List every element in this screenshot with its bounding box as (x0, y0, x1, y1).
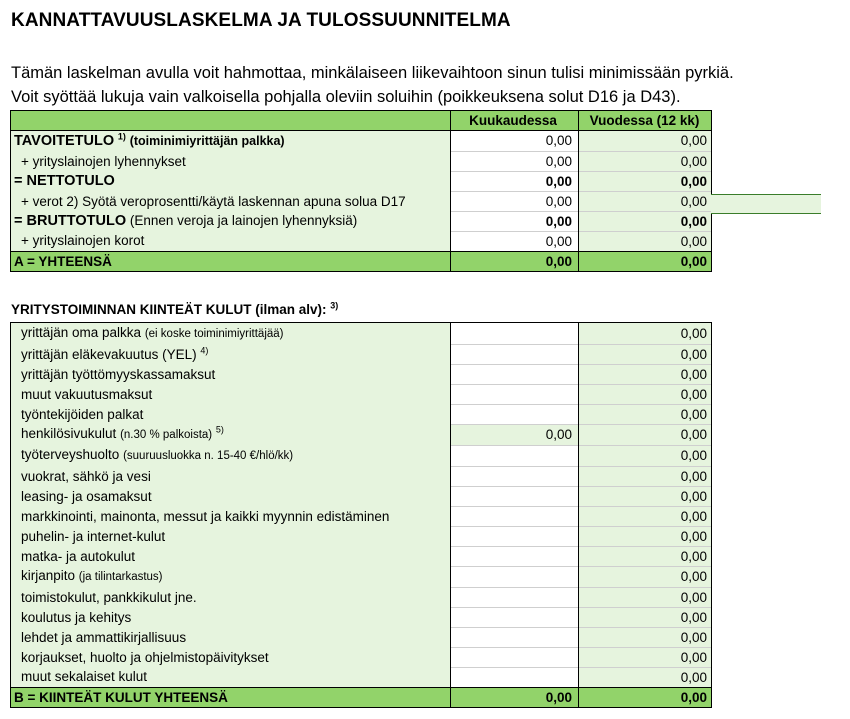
row-label: + verot 2) Syötä veroprosentti/käytä laskennan apuna solua D17 (11, 191, 451, 211)
fixed-cost-row (11, 486, 712, 506)
row-label: työntekijöiden palkat (11, 404, 451, 424)
income-target-table (10, 110, 712, 272)
fixed-cost-row (11, 627, 712, 647)
row-total-a (11, 251, 712, 271)
month-cell[interactable] (451, 667, 579, 687)
month-cell[interactable] (451, 486, 579, 506)
year-cell: 0,00 (579, 627, 712, 647)
row-label: leasing- ja osamaksut (11, 486, 451, 506)
header-month: Kuukaudessa (451, 111, 579, 131)
year-cell: 0,00 (579, 647, 712, 667)
row-label: = NETTOTULO (11, 171, 451, 191)
month-cell[interactable] (451, 647, 579, 667)
row-label: yrittäjän oma palkka (ei koske toiminimiyrittäjää) (11, 323, 451, 345)
month-cell[interactable]: 0,00 (451, 231, 579, 251)
fixed-costs-table (10, 322, 712, 708)
fixed-cost-row (11, 647, 712, 667)
year-cell: 0,00 (579, 191, 712, 211)
row-label: koulutus ja kehitys (11, 607, 451, 627)
total-label: A = YHTEENSÄ (11, 251, 451, 271)
month-cell[interactable]: 0,00 (451, 191, 579, 211)
total-month: 0,00 (451, 251, 579, 271)
row-label: + yrityslainojen korot (11, 231, 451, 251)
row-label: TAVOITETULO $^{1)}$ (toiminimiyrittäjän palkka) (11, 131, 451, 152)
fixed-cost-row (11, 344, 712, 364)
month-cell[interactable]: 0,00 (451, 131, 579, 152)
tax-helper-cell[interactable] (711, 194, 821, 214)
year-cell: 0,00 (579, 587, 712, 607)
row-label: matka- ja autokulut (11, 546, 451, 566)
fixed-cost-row (11, 587, 712, 607)
month-cell[interactable] (451, 526, 579, 546)
row-taxes (11, 191, 712, 211)
row-label: kirjanpito (ja tilintarkastus) (11, 566, 451, 587)
total-month: 0,00 (451, 687, 579, 707)
row-label: työterveyshuolto (suuruusluokka n. 15-40 €/hlö/kk) (11, 445, 451, 466)
year-cell: 0,00 (579, 506, 712, 526)
row-bruttotulo (11, 211, 712, 231)
year-cell: 0,00 (579, 667, 712, 687)
row-label: yrittäjän eläkevakuutus (YEL) $^{4)}$ (11, 344, 451, 364)
fixed-cost-row (11, 445, 712, 466)
row-label: + yrityslainojen lyhennykset (11, 151, 451, 171)
row-label: toimistokulut, pankkikulut jne. (11, 587, 451, 607)
fixed-cost-row (11, 404, 712, 424)
header-year: Vuodessa (12 kk) (579, 111, 712, 131)
row-total-b (11, 687, 712, 707)
month-cell[interactable] (451, 445, 579, 466)
year-cell: 0,00 (579, 384, 712, 404)
year-cell: 0,00 (579, 151, 712, 171)
intro-line-1: Tämän laskelman avulla voit hahmottaa, minkälaiseen liikevaihtoon sinun tulisi minimissään pyrkiä. (11, 64, 734, 82)
row-label: = BRUTTOTULO (Ennen veroja ja lainojen lyhennyksiä) (11, 211, 451, 231)
row-label: muut sekalaiset kulut (11, 667, 451, 687)
column-header-row (11, 111, 712, 131)
row-nettotulo (11, 171, 712, 191)
year-cell: 0,00 (579, 486, 712, 506)
row-label: korjaukset, huolto ja ohjelmistopäivitykset (11, 647, 451, 667)
month-cell[interactable] (451, 607, 579, 627)
month-cell[interactable] (451, 344, 579, 364)
row-label: vuokrat, sähkö ja vesi (11, 466, 451, 486)
year-cell: 0,00 (579, 231, 712, 251)
fixed-cost-row (11, 384, 712, 404)
year-cell: 0,00 (579, 171, 712, 191)
month-cell[interactable] (451, 506, 579, 526)
fixed-cost-row (11, 364, 712, 384)
fixed-cost-row (11, 424, 712, 445)
month-cell: 0,00 (451, 211, 579, 231)
month-cell[interactable] (451, 384, 579, 404)
fixed-cost-row (11, 506, 712, 526)
fixed-cost-row (11, 566, 712, 587)
header-blank (11, 111, 451, 131)
year-cell: 0,00 (579, 364, 712, 384)
fixed-costs-title: YRITYSTOIMINNAN KIINTEÄT KULUT (ilman alv): $^{3)}$ (11, 300, 339, 317)
year-cell: 0,00 (579, 344, 712, 364)
total-year: 0,00 (579, 687, 712, 707)
month-cell[interactable] (451, 627, 579, 647)
month-cell[interactable] (451, 587, 579, 607)
row-loan-repayments (11, 151, 712, 171)
month-cell: 0,00 (451, 171, 579, 191)
fixed-cost-row (11, 466, 712, 486)
row-label: yrittäjän työttömyyskassamaksut (11, 364, 451, 384)
month-cell[interactable] (451, 546, 579, 566)
month-cell[interactable] (451, 566, 579, 587)
year-cell: 0,00 (579, 546, 712, 566)
fixed-cost-row (11, 526, 712, 546)
fixed-cost-row (11, 607, 712, 627)
year-cell: 0,00 (579, 445, 712, 466)
year-cell: 0,00 (579, 211, 712, 231)
month-cell[interactable] (451, 364, 579, 384)
year-cell: 0,00 (579, 607, 712, 627)
total-year: 0,00 (579, 251, 712, 271)
year-cell: 0,00 (579, 526, 712, 546)
year-cell: 0,00 (579, 131, 712, 152)
month-cell[interactable] (451, 404, 579, 424)
row-label: puhelin- ja internet-kulut (11, 526, 451, 546)
year-cell: 0,00 (579, 323, 712, 345)
row-tavoitetulo (11, 131, 712, 152)
fixed-cost-row (11, 667, 712, 687)
year-cell: 0,00 (579, 466, 712, 486)
fixed-cost-row (11, 546, 712, 566)
year-cell: 0,00 (579, 424, 712, 445)
intro-line-2: Voit syöttää lukuja vain valkoisella pohjalla oleviin soluihin (poikkeuksena solut D16 ja D43). (11, 88, 681, 106)
row-label: markkinointi, mainonta, messut ja kaikki myynnin edistäminen (11, 506, 451, 526)
year-cell: 0,00 (579, 404, 712, 424)
month-cell[interactable] (451, 466, 579, 486)
total-label: B = KIINTEÄT KULUT YHTEENSÄ (11, 687, 451, 707)
sheet-title: KANNATTAVUUSLASKELMA JA TULOSSUUNNITELMA (11, 10, 511, 31)
month-cell[interactable]: 0,00 (451, 151, 579, 171)
row-label: lehdet ja ammattikirjallisuus (11, 627, 451, 647)
row-loan-interest (11, 231, 712, 251)
row-label: muut vakuutusmaksut (11, 384, 451, 404)
month-cell: 0,00 (451, 424, 579, 445)
year-cell: 0,00 (579, 566, 712, 587)
month-cell[interactable] (451, 323, 579, 345)
fixed-cost-row (11, 323, 712, 345)
row-label: henkilösivukulut (n.30 % palkoista) $^{5)}$ (11, 424, 451, 445)
